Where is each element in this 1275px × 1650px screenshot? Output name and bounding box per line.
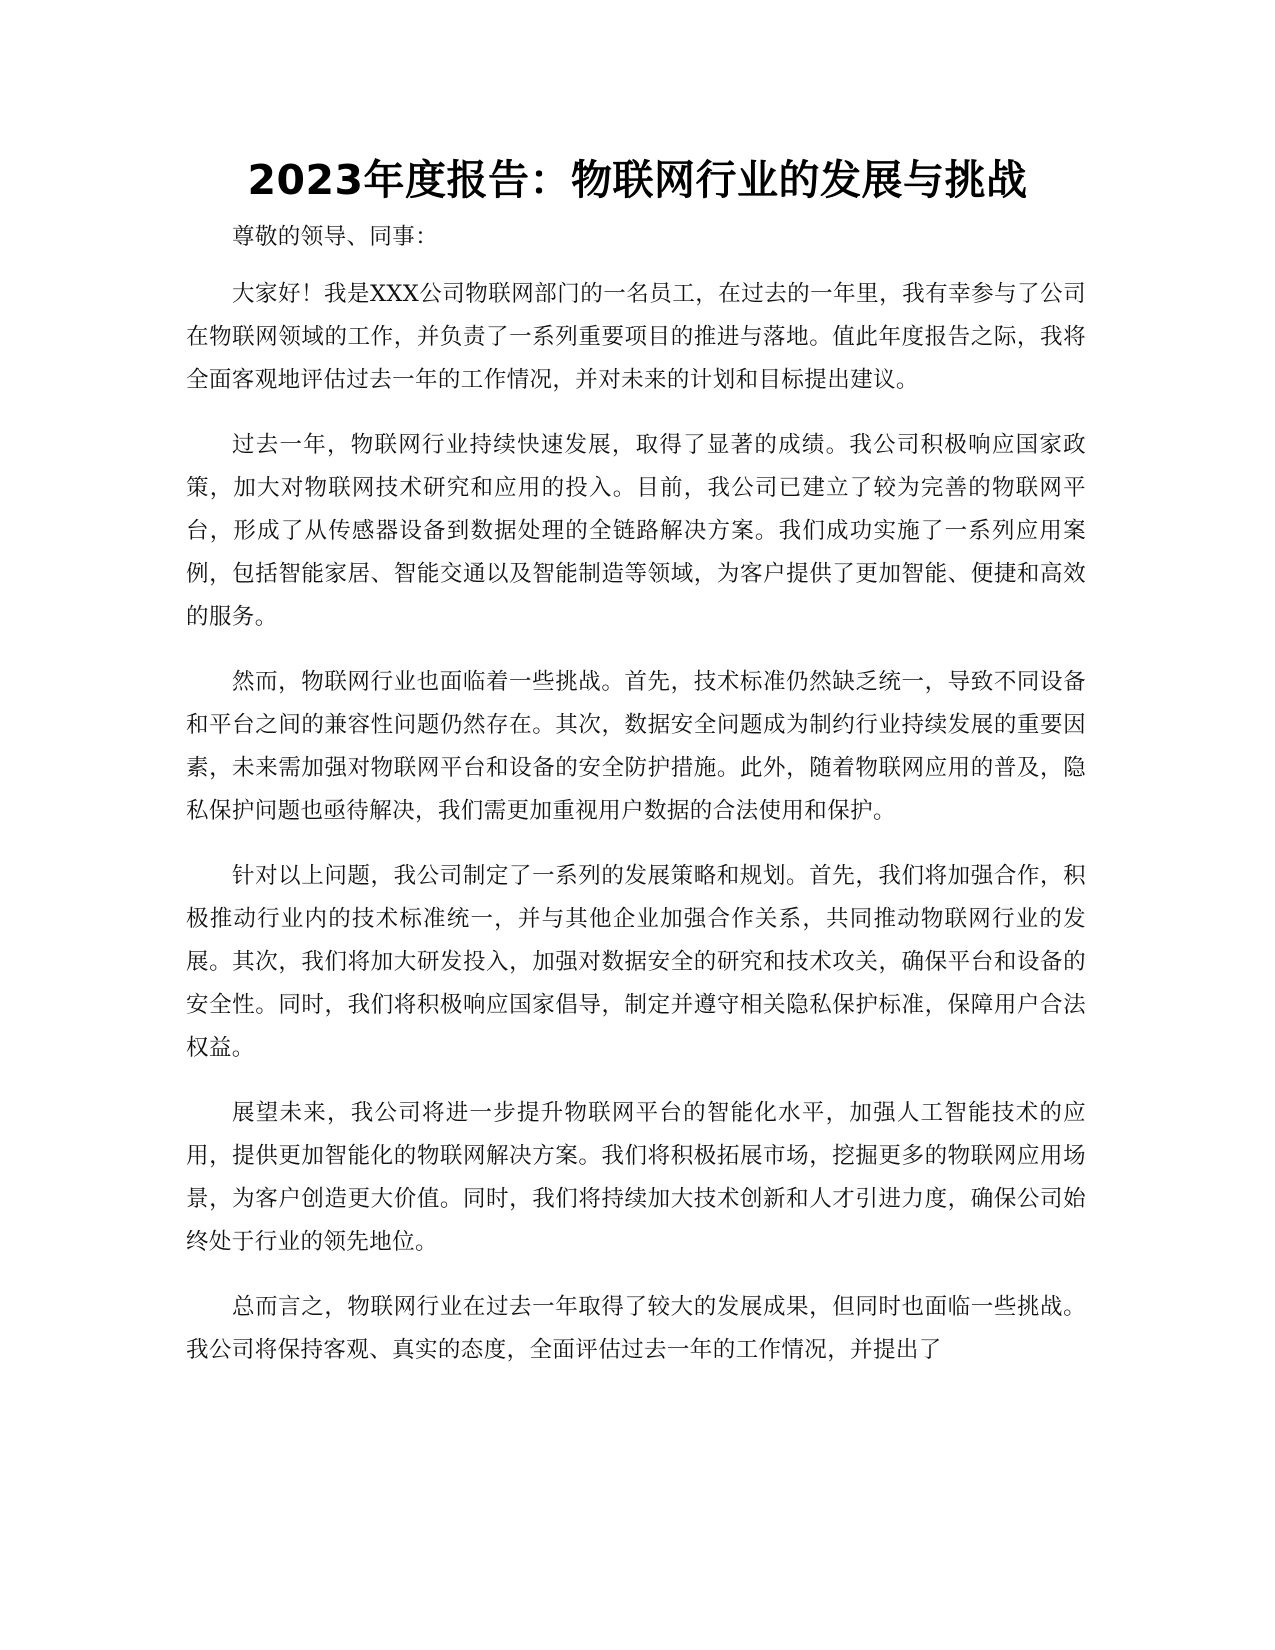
document-title: 2023年度报告：物联网行业的发展与挑战 bbox=[247, 156, 1028, 204]
conclusion-paragraph: 总而言之，物联网行业在过去一年取得了较大的发展成果，但同时也面临一些挑战。我公司将保持客观、真实的态度，全面评估过去一年的工作情况，并提出了 bbox=[186, 1294, 1086, 1363]
achievements-paragraph: 过去一年，物联网行业持续快速发展，取得了显著的成绩。我公司积极响应国家政策，加大对物联网技术研究和应用的投入。目前，我公司已建立了较为完善的物联网平台，形成了从传感器设备到数据处理的全链路解决方案。我们成功实施了一系列应用案例，包括智能家居、智能交通以及智能制造等领域，为客户提供了更加智能、便捷和高效的服务。 bbox=[186, 432, 1086, 630]
strategy-paragraph: 针对以上问题，我公司制定了一系列的发展策略和规划。首先，我们将加强合作，积极推动行业内的技术标准统一，并与其他企业加强合作关系，共同推动物联网行业的发展。其次，我们将加大研发投入，加强对数据安全的研究和技术攻关，确保平台和设备的安全性。同时，我们将积极响应国家倡导，制定并遵守相关隐私保护标准，保障用户合法权益。 bbox=[186, 863, 1086, 1061]
challenges-paragraph: 然而，物联网行业也面临着一些挑战。首先，技术标准仍然缺乏统一，导致不同设备和平台之间的兼容性问题仍然存在。其次，数据安全问题成为制约行业持续发展的重要因素，未来需加强对物联网平台和设备的安全防护措施。此外，随着物联网应用的普及，隐私保护问题也亟待解决，我们需更加重视用户数据的合法使用和保护。 bbox=[186, 669, 1086, 824]
document-body bbox=[186, 216, 1086, 1394]
salutation-paragraph: 尊敬的领导、同事： bbox=[232, 224, 439, 250]
outlook-paragraph: 展望未来，我公司将进一步提升物联网平台的智能化水平，加强人工智能技术的应用，提供更加智能化的物联网解决方案。我们将积极拓展市场，挖掘更多的物联网应用场景，为客户创造更大价值。同时，我们将持续加大技术创新和人才引进力度，确保公司始终处于行业的领先地位。 bbox=[186, 1100, 1086, 1255]
intro-paragraph: 大家好！我是XXX公司物联网部门的一名员工，在过去的一年里，我有幸参与了公司在物联网领域的工作，并负责了一系列重要项目的推进与落地。值此年度报告之际，我将全面客观地评估过去一年的工作情况，并对未来的计划和目标提出建议。 bbox=[186, 281, 1086, 393]
